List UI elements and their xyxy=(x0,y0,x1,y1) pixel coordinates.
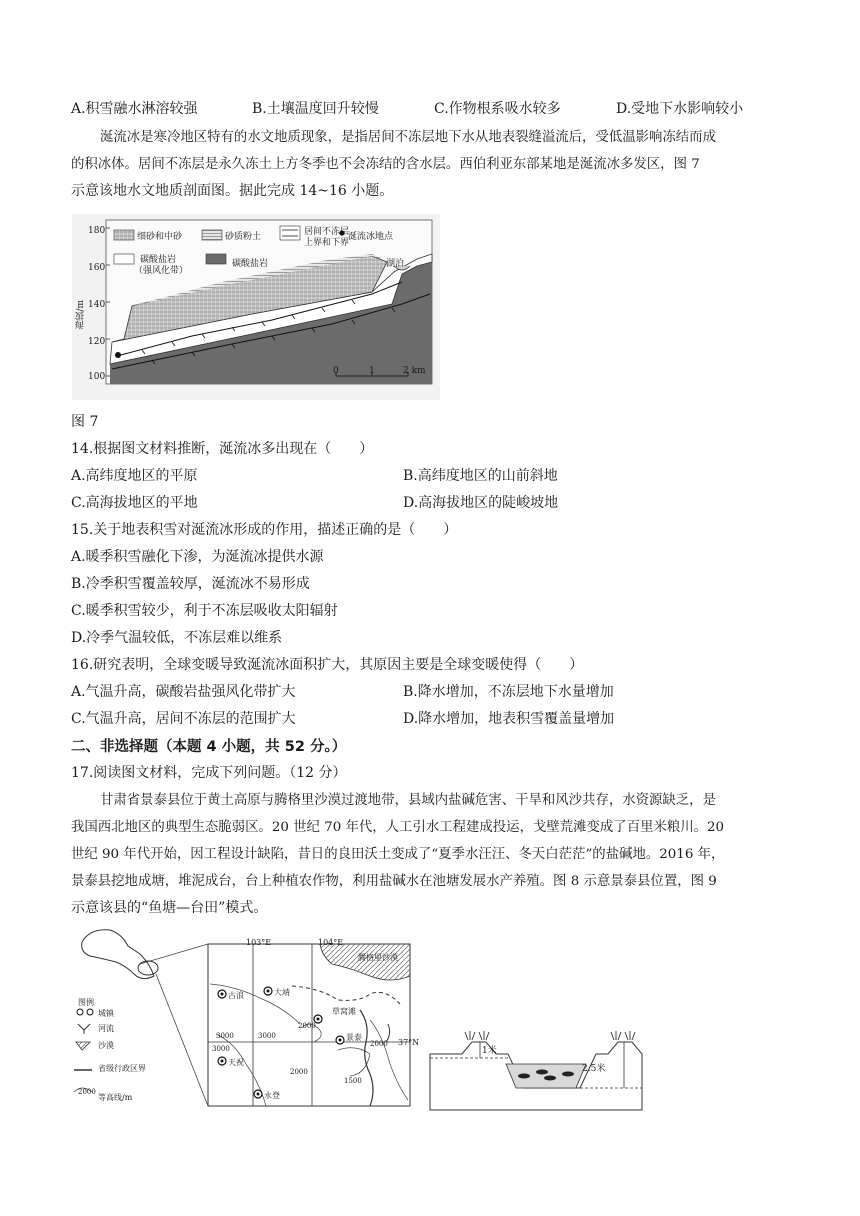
fig8-legend-town: 城镇 xyxy=(98,1009,114,1018)
q14-option-b: B.高纬度地区的山前斜地 xyxy=(403,468,558,484)
q16-option-a: A.气温升高，碳酸岩盐强风化带扩大 xyxy=(71,684,296,700)
fig8-contour-label: 2000 xyxy=(370,1040,388,1048)
fig9-height-label: 1米 xyxy=(482,1046,497,1056)
q15-stem: 15.关于地表积雪对涎流冰形成的作用，描述正确的是（ ） xyxy=(71,522,458,538)
fig7-legend-weathered: （强风化带） xyxy=(134,266,189,276)
q13-option-b: B.土壤温度回升较慢 xyxy=(252,101,379,117)
ice-point-marker xyxy=(115,352,121,358)
fig8-contour-label: 1500 xyxy=(344,1077,362,1085)
fig8-town-label: 古浪 xyxy=(228,991,244,1000)
fig8-town-label: 景泰 xyxy=(346,1033,362,1042)
fig8-contour-label: 2000 xyxy=(298,1022,316,1030)
fig8-town-label: 天祝 xyxy=(228,1058,244,1067)
fig7-ytick: 120 xyxy=(88,337,106,347)
fig7-legend-talik: 居间不冻层 xyxy=(304,227,350,237)
fig8-contour-label: 3000 xyxy=(258,1032,276,1040)
q14-option-a: A.高纬度地区的平原 xyxy=(71,468,198,484)
q16-option-c: C.气温升高，居间不冻层的范围扩大 xyxy=(71,711,296,727)
q15-option-b: B.冷季积雪覆盖较厚，涎流冰不易形成 xyxy=(71,576,310,592)
fig7-ytick: 100 xyxy=(88,372,106,382)
fig8-longitude: 103°E xyxy=(246,938,272,947)
fig8-contour-label: 3000 xyxy=(212,1045,230,1053)
q15-option-a: A.暖季积雪融化下渗，为涎流冰提供水源 xyxy=(71,549,324,565)
q16-option-d: D.降水增加，地表积雪覆盖量增加 xyxy=(403,711,615,727)
q17-paragraph-line: 世纪 90 年代开始，因工程设计缺陷，昔日的良田沃土变成了“夏季水汪汪、冬天白茫茫”的盐碱地。2016 年， xyxy=(71,847,725,862)
fig8-town-label: 大靖 xyxy=(274,988,290,997)
fig8-legend-contour-val: 2000 xyxy=(78,1088,96,1096)
fig7-ytick: 180 xyxy=(88,226,106,236)
fig8-contour-label: 2000 xyxy=(290,1068,308,1076)
fig8-desert-label: 腾格里沙漠 xyxy=(358,953,398,962)
q14-option-c: C.高海拔地区的平地 xyxy=(71,495,198,511)
q16-option-b: B.降水增加，不冻层地下水量增加 xyxy=(403,684,614,700)
fig8-town-label: 永登 xyxy=(264,1091,280,1100)
intro-paragraph-line: 的积冰体。居间不冻层是永久冻土上方冬季也不会冻结的含水层。西伯利亚东部某地是涎流冰多发区，图 7 xyxy=(71,157,700,172)
figure-7-caption: 图 7 xyxy=(71,414,99,430)
fig9-height-label: 2.5米 xyxy=(582,1064,606,1074)
fig7-ylabel: 海拔/m xyxy=(76,300,86,330)
fig8-legend-title: 图例 xyxy=(78,998,94,1007)
fig7-scale: 1 xyxy=(369,366,375,376)
fig7-legend-ice-point: 涎流冰地点 xyxy=(348,232,394,242)
fig8-longitude: 104°E xyxy=(318,938,344,947)
fig7-legend-weathered: 碳酸盐岩 xyxy=(140,255,177,265)
fig7-scale: 0 xyxy=(333,366,339,376)
q13-option-d: D.受地下水影响较小 xyxy=(616,101,744,117)
fig7-ytick: 140 xyxy=(88,300,106,310)
intro-paragraph-line: 涎流冰是寒冷地区特有的水文地质现象，是指居间不冻层地下水从地表裂缝溢流后，受低温影响冻结而成 xyxy=(100,130,716,145)
fig8-contour-label: 3000 xyxy=(216,1032,234,1040)
fig7-scale: 2 km xyxy=(403,366,426,376)
fig8-legend-border: 省级行政区界 xyxy=(98,1064,146,1073)
q17-stem: 17.阅读图文材料，完成下列问题。（12 分） xyxy=(71,765,347,781)
fig8-latitude: 37°N xyxy=(398,1038,420,1047)
q15-option-d: D.冷季气温较低，不冻层难以维系 xyxy=(71,630,283,646)
fig8-legend-contour: 等高线/m xyxy=(98,1093,133,1102)
q17-paragraph-line: 甘肃省景泰县位于黄土高原与腾格里沙漠过渡地带，县域内盐碱危害、干旱和风沙共存，水资源缺乏，是 xyxy=(100,793,716,808)
fig7-legend-talik: 上界和下界 xyxy=(304,238,350,248)
q17-paragraph-line: 我国西北地区的典型生态脆弱区。20 世纪 70 年代，人工引水工程建成投运，戈壁荒滩变成了百里米粮川。20 xyxy=(71,820,725,835)
fig8-legend-desert: 沙漠 xyxy=(98,1041,114,1050)
section-heading: 二、非选择题（本题 4 小题，共 52 分。） xyxy=(71,739,347,755)
intro-paragraph-line: 示意该地水文地质剖面图。据此完成 14~16 小题。 xyxy=(71,183,394,199)
q14-option-d: D.高海拔地区的陡峻坡地 xyxy=(403,495,559,511)
q17-paragraph-line: 示意该县的“鱼塘—台田”模式。 xyxy=(71,900,268,916)
fig7-ytick: 160 xyxy=(88,263,106,273)
fig8-town-label: 草窝滩 xyxy=(332,1007,356,1016)
fig7-legend-carbonate: 碳酸盐岩 xyxy=(232,259,269,269)
fig8-legend-river: 河流 xyxy=(98,1024,114,1033)
q13-option-a: A.积雪融水淋溶较强 xyxy=(71,101,198,117)
fig7-legend-fine-sand: 细砂和中砂 xyxy=(137,232,183,242)
q14-stem: 14.根据图文材料推断，涎流冰多出现在（ ） xyxy=(71,441,374,457)
q15-option-c: C.暖季积雪较少，利于不冻层吸收太阳辐射 xyxy=(71,603,338,619)
q13-option-c: C.作物根系吸水较多 xyxy=(434,101,561,117)
q16-stem: 16.研究表明，全球变暖导致涎流冰面积扩大，其原因主要是全球变暖使得（ ） xyxy=(71,657,584,673)
figure-9-pond-platform-model xyxy=(428,1024,644,1112)
q17-paragraph-line: 景泰县挖地成塘，堆泥成台，台上种植农作物，利用盐碱水在池塘发展水产养殖。图 8 示意景泰县位置，图 9 xyxy=(71,874,717,889)
fig7-legend-silt: 砂质粉土 xyxy=(225,232,262,242)
fig7-lake-label: 湖泊 xyxy=(386,259,405,269)
